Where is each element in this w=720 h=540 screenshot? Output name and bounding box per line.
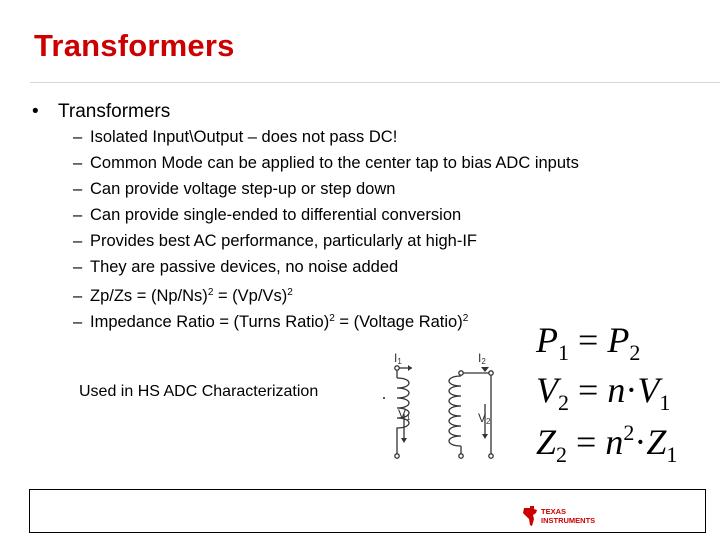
sub-bullet-item: – Can provide voltage step-up or step down bbox=[73, 180, 396, 198]
secondary-bottom-terminal bbox=[459, 454, 463, 458]
i2-label: I2 bbox=[478, 351, 486, 366]
formula-block bbox=[536, 322, 677, 472]
v2-label: V2 bbox=[478, 411, 491, 426]
logo-text-bottom: INSTRUMENTS bbox=[541, 516, 596, 525]
ti-logo bbox=[521, 504, 617, 528]
sub-bullet-item: – Can provide single-ended to differential conversion bbox=[73, 206, 462, 224]
title-divider bbox=[30, 82, 720, 83]
main-bullet-text: Transformers bbox=[58, 101, 171, 122]
sub-bullet-item: – Provides best AC performance, particularly at high-IF bbox=[73, 232, 478, 250]
secondary-top-terminal bbox=[459, 371, 463, 375]
sub-bullet-item: – Impedance Ratio = (Turns Ratio)$^2$ = (Voltage Ratio)$^2$ bbox=[73, 313, 469, 331]
texas-state-icon bbox=[523, 506, 537, 526]
secondary-coil bbox=[449, 376, 461, 446]
characterization-note: Used in HS ADC Characterization bbox=[79, 383, 319, 400]
sub-bullet-item: – $Zp/Zs = (Np/Ns)^2 = (Vp/Vs)^2$ bbox=[73, 287, 293, 305]
secondary-right-terminal bbox=[489, 371, 493, 375]
sub-bullet-item: – They are passive devices, no noise added bbox=[73, 258, 399, 276]
logo-text-top: TEXAS bbox=[541, 507, 567, 516]
sub-bullet-item: – Isolated Input\Output – does not pass DC! bbox=[73, 128, 398, 146]
transformer-diagram bbox=[368, 342, 508, 467]
bullet-dot: • bbox=[32, 101, 39, 122]
i1-label: I1 bbox=[394, 351, 402, 366]
sub-bullet-list bbox=[73, 127, 579, 335]
main-bullet bbox=[32, 101, 170, 123]
v1-arrowhead bbox=[401, 438, 407, 443]
slide-title: Transformers bbox=[34, 28, 235, 63]
primary-coil bbox=[397, 378, 409, 434]
voltage-equation: $V_2 = n\cdot V_1$ bbox=[536, 370, 671, 415]
v1-label: V1 bbox=[398, 407, 411, 422]
impedance-equation: $Z_2 = n^2\cdot Z_1$ bbox=[536, 420, 678, 467]
sub-bullet-item: – Common Mode can be applied to the center tap to bias ADC inputs bbox=[73, 154, 579, 172]
power-equation: $P_1 = P_2$ bbox=[536, 320, 641, 365]
v2-arrowhead bbox=[482, 434, 488, 439]
primary-top-terminal bbox=[395, 366, 399, 370]
primary-bottom-terminal bbox=[395, 454, 399, 458]
